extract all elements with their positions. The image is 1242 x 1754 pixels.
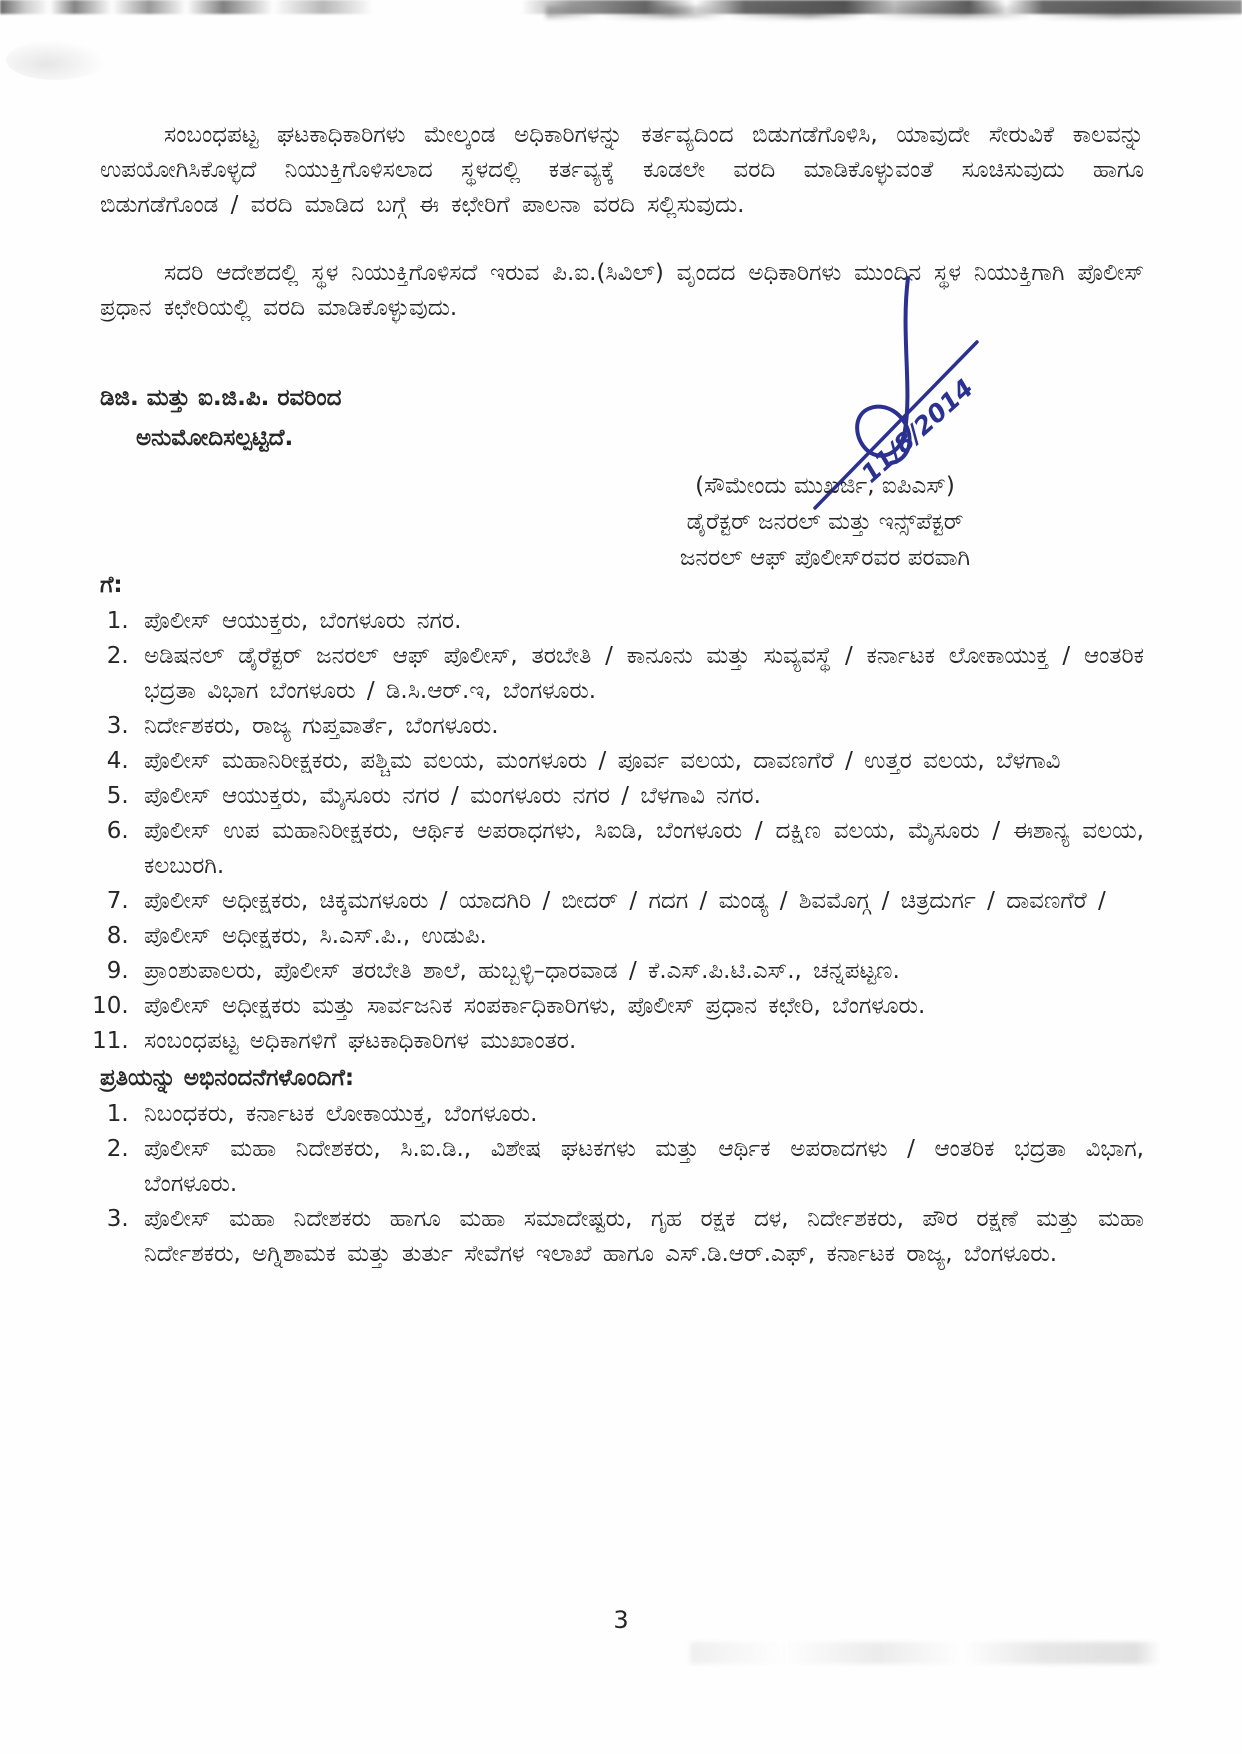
approval-line-2: ಅನುಮೋದಿಸಲ್ಪಟ್ಟಿದೆ. bbox=[136, 425, 294, 451]
copy-section-heading: ಪ್ರತಿಯನ್ನು ಅಭಿನಂದನೆಗಳೊಂದಿಗೆ: bbox=[100, 1065, 355, 1091]
address-lists bbox=[100, 566, 1144, 1272]
to-section-heading: ಗೆ: bbox=[100, 572, 123, 598]
scan-smudge-bottom-right bbox=[690, 1642, 1160, 1664]
to-list bbox=[100, 604, 1144, 1059]
list-item: 4. ಪೊಲೀಸ್ ಮಹಾನಿರೀಕ್ಷಕರು, ಪಶ್ಚಿಮ ವಲಯ, ಮಂಗಳೂರು / ಪೂರ್ವ ವಲಯ, ದಾವಣಗೆರೆ / ಉತ್ತರ ವಲಯ, ಬೆಳಗಾವಿ bbox=[140, 744, 1144, 779]
paragraph-release-instruction: ಸಂಬಂಧಪಟ್ಟ ಘಟಕಾಧಿಕಾರಿಗಳು ಮೇಲ್ಕಂಡ ಅಧಿಕಾರಿಗಳನ್ನು ಕರ್ತವ್ಯದಿಂದ ಬಿಡುಗಡೆಗೊಳಿಸಿ, ಯಾವುದೇ ಸೇರುವಿಕೆ ಕಾಲವನ್ನು ಉಪಯೋಗಿಸಿಕೊಳ್ಳದೆ ನಿಯುಕ್ತಿಗೊಳಿಸಲಾದ ಸ್ಥಳದಲ್ಲಿ ಕರ್ತವ್ಯಕ್ಕೆ ಕೂಡಲೇ ವರದಿ ಮಾಡಿಕೊಳ್ಳುವಂತೆ ಸೂಚಿಸುವುದು ಹಾಗೂ ಬಿಡುಗಡೆಗೊಂಡ / ವರದಿ ಮಾಡಿದ ಬಗ್ಗೆ ಈ ಕಛೇರಿಗೆ ಪಾಲನಾ ವರದಿ ಸಲ್ಲಿಸುವುದು. bbox=[100, 122, 1144, 218]
list-item: 6. ಪೊಲೀಸ್ ಉಪ ಮಹಾನಿರೀಕ್ಷಕರು, ಆರ್ಥಿಕ ಅಪರಾಧಗಳು, ಸಿಐಡಿ, ಬೆಂಗಳೂರು / ದಕ್ಷಿಣ ವಲಯ, ಮೈಸೂರು / ಈಶಾನ್ಯ ವಲಯ, ಕಲಬುರಗಿ. bbox=[140, 814, 1144, 884]
paragraph-unposted-officers: ಸದರಿ ಆದೇಶದಲ್ಲಿ ಸ್ಥಳ ನಿಯುಕ್ತಿಗೊಳಿಸದೆ ಇರುವ ಪಿ.ಐ.(ಸಿವಿಲ್) ವೃಂದದ ಅಧಿಕಾರಿಗಳು ಮುಂದಿನ ಸ್ಥಳ ನಿಯುಕ್ತಿಗಾಗಿ ಪೊಲೀಸ್ ಪ್ರಧಾನ ಕಛೇರಿಯಲ್ಲಿ ವರದಿ ಮಾಡಿಕೊಳ್ಳುವುದು. bbox=[100, 260, 1144, 321]
list-item: 1. ನಿಬಂಧಕರು, ಕರ್ನಾಟಕ ಲೋಕಾಯುಕ್ತ, ಬೆಂಗಳೂರು. bbox=[140, 1097, 1144, 1132]
list-item: 9. ಪ್ರಾಂಶುಪಾಲರು, ಪೊಲೀಸ್ ತರಬೇತಿ ಶಾಲೆ, ಹುಬ್ಬಳ್ಳಿ–ಧಾರವಾಡ / ಕೆ.ಎಸ್.ಪಿ.ಟಿ.ಎಸ್., ಚನ್ನಪಟ್ಟಣ. bbox=[140, 954, 1144, 989]
signatory-block bbox=[600, 468, 1050, 576]
signatory-title-line-2: ಜನರಲ್ ಆಫ್ ಪೊಲೀಸ್‌ರವರ ಪರವಾಗಿ bbox=[679, 545, 971, 571]
copy-list bbox=[100, 1097, 1144, 1272]
list-item: 3. ಪೊಲೀಸ್ ಮಹಾ ನಿದೇಶಕರು ಹಾಗೂ ಮಹಾ ಸಮಾದೇಷ್ಟರು, ಗೃಹ ರಕ್ಷಕ ದಳ, ನಿರ್ದೇಶಕರು, ಪೌರ ರಕ್ಷಣೆ ಮತ್ತು ಮಹಾ ನಿರ್ದೇಶಕರು, ಅಗ್ನಿಶಾಮಕ ಮತ್ತು ತುರ್ತು ಸೇವೆಗಳ ಇಲಾಖೆ ಹಾಗೂ ಎಸ್.ಡಿ.ಆರ್.ಎಫ್, ಕರ್ನಾಟಕ ರಾಜ್ಯ, ಬೆಂಗಳೂರು. bbox=[140, 1202, 1144, 1272]
list-item: 2. ಅಡಿಷನಲ್ ಡೈರೆಕ್ಟರ್ ಜನರಲ್ ಆಫ್ ಪೊಲೀಸ್, ತರಬೇತಿ / ಕಾನೂನು ಮತ್ತು ಸುವ್ಯವಸ್ಥೆ / ಕರ್ನಾಟಕ ಲೋಕಾಯುಕ್ತ / ಆಂತರಿಕ ಭದ್ರತಾ ವಿಭಾಗ ಬೆಂಗಳೂರು / ಡಿ.ಸಿ.ಆರ್.ಇ, ಬೆಂಗಳೂರು. bbox=[140, 639, 1144, 709]
list-item: 2. ಪೊಲೀಸ್ ಮಹಾ ನಿದೇಶಕರು, ಸಿ.ಐ.ಡಿ., ವಿಶೇಷ ಘಟಕಗಳು ಮತ್ತು ಆರ್ಥಿಕ ಅಪರಾದಗಳು / ಆಂತರಿಕ ಭದ್ರತಾ ವಿಭಾಗ, ಬೆಂಗಳೂರು. bbox=[140, 1132, 1144, 1202]
scan-artifact-top-band bbox=[0, 0, 1242, 14]
list-item: 5. ಪೊಲೀಸ್ ಆಯುಕ್ತರು, ಮೈಸೂರು ನಗರ / ಮಂಗಳೂರು ನಗರ / ಬೆಳಗಾವಿ ನಗರ. bbox=[140, 779, 1144, 814]
list-item: 1. ಪೊಲೀಸ್ ಆಯುಕ್ತರು, ಬೆಂಗಳೂರು ನಗರ. bbox=[140, 604, 1144, 639]
signatory-title-line-1: ಡೈರೆಕ್ಟರ್ ಜನರಲ್ ಮತ್ತು ಇನ್ಸ್‌ಪೆಕ್ಟರ್ bbox=[686, 509, 964, 535]
scan-smudge-top-left bbox=[6, 40, 106, 80]
list-item: 3. ನಿರ್ದೇಶಕರು, ರಾಜ್ಯ ಗುಪ್ತವಾರ್ತೆ, ಬೆಂಗಳೂರು. bbox=[140, 709, 1144, 744]
approval-line-1: ಡಿಜಿ. ಮತ್ತು ಐ.ಜಿ.ಪಿ. ರವರಿಂದ bbox=[100, 385, 342, 411]
list-item: 7. ಪೊಲೀಸ್ ಅಧೀಕ್ಷಕರು, ಚಿಕ್ಕಮಗಳೂರು / ಯಾದಗಿರಿ / ಬೀದರ್ / ಗದಗ / ಮಂಡ್ಯ / ಶಿವಮೊಗ್ಗ / ಚಿತ್ರದುರ್ಗ / ದಾವಣಗೆರೆ / bbox=[140, 884, 1144, 919]
page-number: 3 bbox=[613, 1606, 629, 1634]
signature-date: 11/8/2014 bbox=[855, 373, 980, 489]
list-item: 8. ಪೊಲೀಸ್ ಅಧೀಕ್ಷಕರು, ಸಿ.ಎಸ್.ಪಿ., ಉಡುಪಿ. bbox=[140, 919, 1144, 954]
approval-statement bbox=[100, 378, 341, 458]
list-item: 11. ಸಂಬಂಧಪಟ್ಟ ಅಧಿಕಾಗಳಿಗೆ ಘಟಕಾಧಿಕಾರಿಗಳ ಮುಖಾಂತರ. bbox=[140, 1024, 1144, 1059]
signatory-name: (ಸೌಮೇಂದು ಮುಖರ್ಜಿ, ಐಪಿಎಸ್) bbox=[695, 473, 955, 499]
list-item: 10. ಪೊಲೀಸ್ ಅಧೀಕ್ಷಕರು ಮತ್ತು ಸಾರ್ವಜನಿಕ ಸಂಪರ್ಕಾಧಿಕಾರಿಗಳು, ಪೊಲೀಸ್ ಪ್ರಧಾನ ಕಛೇರಿ, ಬೆಂಗಳೂರು. bbox=[140, 989, 1144, 1024]
